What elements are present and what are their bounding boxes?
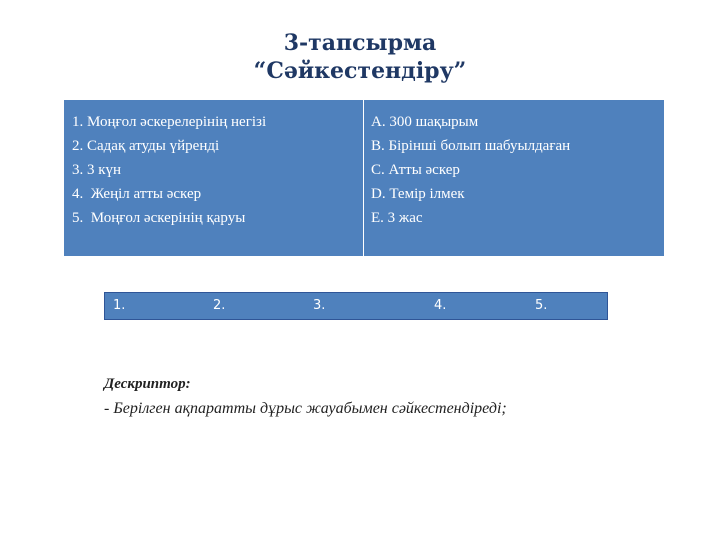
right-column bbox=[364, 100, 664, 256]
answer-number: 3. bbox=[313, 298, 326, 313]
answer-number: 2. bbox=[213, 298, 226, 313]
right-item: B. Бірінші болып шабуылдаған bbox=[371, 138, 571, 154]
right-item: E. 3 жас bbox=[371, 210, 423, 226]
left-item: 3. 3 күн bbox=[72, 162, 122, 178]
right-item: D. Темір ілмек bbox=[371, 186, 465, 202]
matching-table bbox=[64, 100, 664, 256]
answer-number: 4. bbox=[434, 298, 447, 313]
right-item: A. 300 шақырым bbox=[371, 114, 479, 130]
task-subtitle: “Сәйкестендіру” bbox=[253, 58, 467, 84]
left-item: 1. Моңғол әскерелерінің негізі bbox=[72, 114, 267, 130]
task-title: 3-тапсырма bbox=[283, 30, 437, 56]
left-item: 4. Жеңіл атты әскер bbox=[72, 186, 202, 202]
descriptor-text: - Берілген ақпаратты дұрыс жауабымен сәйкестендіреді; bbox=[104, 400, 507, 417]
descriptor-title: Дескриптор: bbox=[104, 376, 191, 392]
left-item: 2. Садақ атуды үйренді bbox=[72, 138, 220, 154]
answer-number: 1. bbox=[113, 298, 126, 313]
answer-row bbox=[104, 292, 608, 320]
left-column bbox=[64, 100, 364, 256]
left-item: 5. Моңғол әскерінің қаруы bbox=[72, 210, 246, 226]
right-item: C. Атты әскер bbox=[371, 162, 460, 178]
answer-number: 5. bbox=[535, 298, 548, 313]
